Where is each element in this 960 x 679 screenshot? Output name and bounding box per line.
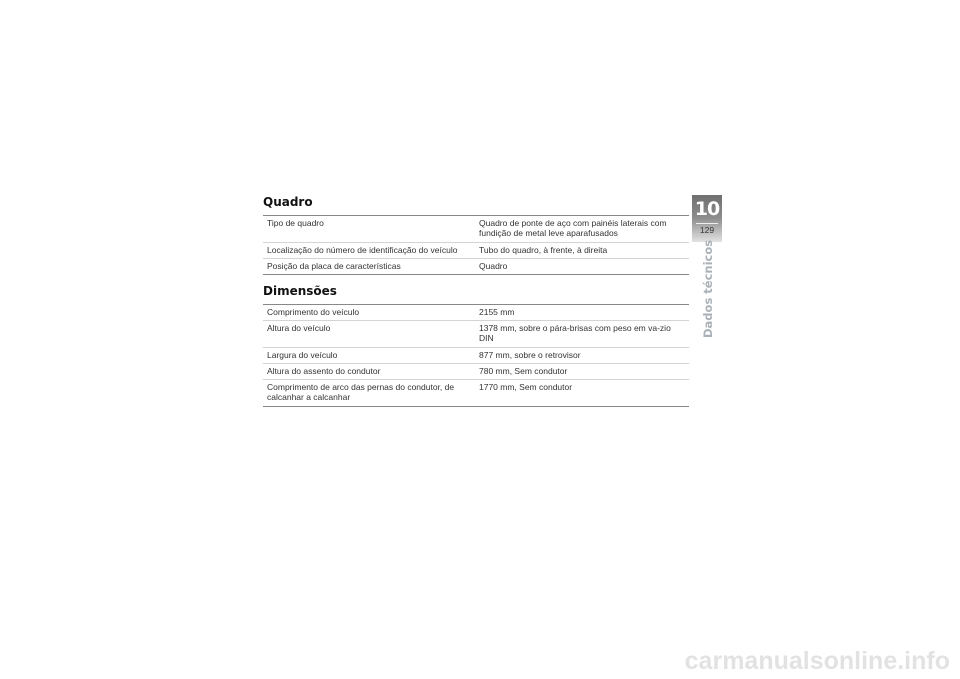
table-row: [263, 216, 689, 243]
spec-value: Quadro de ponte de aço com painéis laterais com fundição de metal leve aparafusados: [479, 218, 667, 238]
chapter-tab: [692, 195, 722, 242]
spec-value: 780 mm, Sem condutor: [479, 366, 568, 376]
spec-label: Altura do assento do condutor: [267, 366, 381, 376]
spec-value: Quadro: [479, 261, 508, 271]
table-row: [263, 364, 689, 380]
watermark: carmanualsonline.info: [684, 647, 950, 675]
spec-label: Posição da placa de características: [267, 261, 401, 271]
spec-value: Tubo do quadro, à frente, à direita: [479, 245, 608, 255]
frame-spec-table: [263, 215, 689, 275]
table-row: [263, 305, 689, 321]
page-number: 129: [699, 225, 715, 235]
chapter-number: 10: [694, 198, 720, 220]
spec-value: 877 mm, sobre o retrovisor: [479, 350, 581, 360]
spec-label: Tipo de quadro: [267, 218, 324, 228]
spec-label: Altura do veículo: [267, 323, 331, 333]
spec-label: Comprimento do veículo: [267, 307, 360, 317]
section-title-quadro: Quadro: [263, 195, 313, 209]
spec-value: 2155 mm: [479, 307, 515, 317]
spec-content: [263, 195, 689, 407]
table-row: [263, 380, 689, 407]
table-row: [263, 243, 689, 259]
dimensions-spec-table: [263, 304, 689, 407]
spec-label: Localização do número de identificação do veículo: [267, 245, 458, 255]
chapter-title: Dados técnicos: [701, 239, 715, 338]
spec-value: 1378 mm, sobre o pára-brisas com peso em va-zio DIN: [479, 323, 671, 343]
table-row: [263, 321, 689, 348]
section-title-dimensoes: Dimensões: [263, 284, 337, 298]
table-row: [263, 259, 689, 275]
table-row: [263, 348, 689, 364]
spec-value: 1770 mm, Sem condutor: [479, 382, 573, 392]
spec-label: Comprimento de arco das pernas do condutor, de calcanhar a calcanhar: [267, 382, 455, 402]
spec-label: Largura do veículo: [267, 350, 338, 360]
